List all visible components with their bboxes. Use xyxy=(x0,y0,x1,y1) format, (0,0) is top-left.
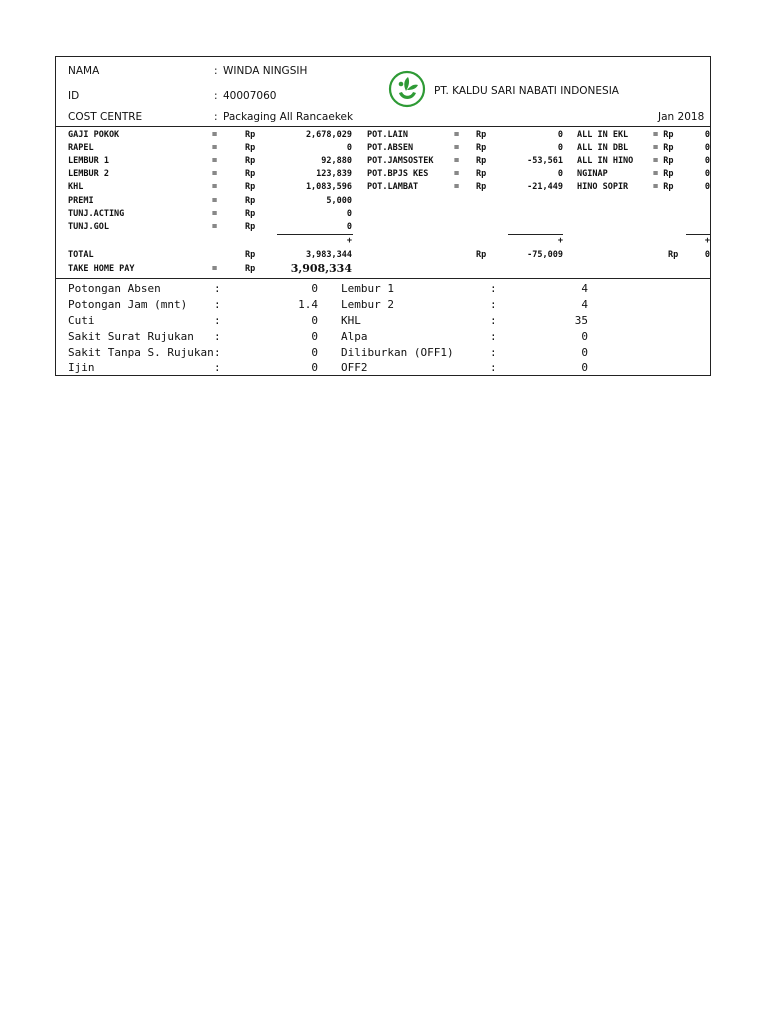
earning-eq: = xyxy=(212,222,218,232)
deduction-eq: = xyxy=(454,130,460,140)
earning-currency: Rp xyxy=(245,156,256,166)
attendance-value: 0 xyxy=(581,361,588,374)
attendance-label: Sakit Surat Rujukan xyxy=(68,330,194,343)
earning-eq: = xyxy=(212,196,218,206)
take-home-pay-label: TAKE HOME PAY xyxy=(68,264,135,274)
deduction-label: POT.LAMBAT xyxy=(367,182,419,192)
deduction-eq: = xyxy=(454,156,460,166)
allowances-sum-line xyxy=(686,234,710,235)
allowance-value: 0 xyxy=(704,156,710,166)
deduction-value: 0 xyxy=(557,143,563,153)
earning-currency: Rp xyxy=(245,196,256,206)
deduction-currency: Rp xyxy=(476,169,487,179)
deduction-currency: Rp xyxy=(476,130,487,140)
payslip xyxy=(55,56,711,376)
attendance-label: Potongan Jam (mnt) xyxy=(68,298,188,311)
allowance-label: ALL IN HINO xyxy=(577,156,634,166)
attendance-colon: : xyxy=(490,298,497,311)
earning-label: KHL xyxy=(68,182,84,192)
deduction-value: 0 xyxy=(557,130,563,140)
allowance-value: 0 xyxy=(704,169,710,179)
deductions-sum-line xyxy=(508,234,563,235)
id-colon: : xyxy=(214,90,218,102)
attendance-colon: : xyxy=(214,298,221,311)
cost-centre-value: Packaging All Rancaekek xyxy=(223,111,354,123)
deduction-value: -53,561 xyxy=(527,156,563,166)
allowance-eq: = Rp xyxy=(653,182,674,192)
earning-label: GAJI POKOK xyxy=(68,130,120,140)
attendance-label: Potongan Absen xyxy=(68,282,161,295)
deduction-eq: = xyxy=(454,169,460,179)
company-logo-icon xyxy=(387,69,427,109)
earning-value: 0 xyxy=(346,209,352,219)
deduction-label: POT.ABSEN xyxy=(367,143,414,153)
earning-value: 92,880 xyxy=(321,156,352,166)
earning-eq: = xyxy=(212,182,218,192)
earning-value: 5,000 xyxy=(326,196,352,206)
nama-colon: : xyxy=(214,65,218,77)
attendance-label: OFF2 xyxy=(341,361,368,374)
attendance-colon: : xyxy=(490,314,497,327)
allowances-sum-plus: + xyxy=(704,236,710,246)
attendance-value: 0 xyxy=(311,346,318,359)
earning-eq: = xyxy=(212,169,218,179)
nama-label: NAMA xyxy=(68,65,100,77)
total-allowances-value: 0 xyxy=(704,250,710,260)
allowance-value: 0 xyxy=(704,143,710,153)
attendance-value: 35 xyxy=(574,314,588,327)
earning-eq: = xyxy=(212,156,218,166)
attendance-label: KHL xyxy=(341,314,361,327)
earning-label: TUNJ.ACTING xyxy=(68,209,125,219)
attendance-colon: : xyxy=(214,314,221,327)
period: Jan 2018 xyxy=(658,111,705,123)
attendance-colon: : xyxy=(214,330,221,343)
attendance-colon: : xyxy=(490,346,497,359)
attendance-value: 0 xyxy=(311,361,318,374)
allowance-eq: = Rp xyxy=(653,169,674,179)
attendance-label: Diliburkan (OFF1) xyxy=(341,346,454,359)
take-home-pay-value: 3,908,334 xyxy=(290,262,352,275)
attendance-value: 0 xyxy=(581,330,588,343)
allowance-eq: = Rp xyxy=(653,130,674,140)
attendance-value: 0 xyxy=(581,346,588,359)
earnings-sum-line xyxy=(277,234,353,235)
earning-eq: = xyxy=(212,143,218,153)
allowance-label: HINO SOPIR xyxy=(577,182,629,192)
id-value: 40007060 xyxy=(223,90,277,102)
earning-label: RAPEL xyxy=(68,143,94,153)
company-name: PT. KALDU SARI NABATI INDONESIA xyxy=(434,85,619,97)
attendance-colon: : xyxy=(490,361,497,374)
deduction-label: POT.BPJS KES xyxy=(367,169,429,179)
attendance-value: 4 xyxy=(581,298,588,311)
attendance-value: 4 xyxy=(581,282,588,295)
earning-currency: Rp xyxy=(245,209,256,219)
earning-value: 0 xyxy=(346,222,352,232)
attendance-label: Cuti xyxy=(68,314,95,327)
total-label: TOTAL xyxy=(68,250,94,260)
attendance-value: 0 xyxy=(311,314,318,327)
attendance-colon: : xyxy=(214,282,221,295)
deduction-currency: Rp xyxy=(476,182,487,192)
deduction-currency: Rp xyxy=(476,156,487,166)
total-earnings-currency: Rp xyxy=(245,250,256,260)
attendance-label: Lembur 1 xyxy=(341,282,394,295)
deduction-label: POT.LAIN xyxy=(367,130,408,140)
attendance-colon: : xyxy=(214,346,221,359)
cost-centre-colon: : xyxy=(214,111,218,123)
earning-value: 2,678,029 xyxy=(305,130,352,140)
attendance-label: Sakit Tanpa S. Rujukan xyxy=(68,346,214,359)
attendance-label: Alpa xyxy=(341,330,368,343)
earning-label: LEMBUR 2 xyxy=(68,169,109,179)
deduction-eq: = xyxy=(454,182,460,192)
earning-label: PREMI xyxy=(68,196,94,206)
earning-currency: Rp xyxy=(245,222,256,232)
attendance-value: 1.4 xyxy=(298,298,318,311)
total-deductions-currency: Rp xyxy=(476,250,487,260)
earning-currency: Rp xyxy=(245,143,256,153)
attendance-colon: : xyxy=(214,361,221,374)
allowance-eq: = Rp xyxy=(653,143,674,153)
attendance-colon: : xyxy=(490,330,497,343)
total-earnings-value: 3,983,344 xyxy=(305,250,352,260)
earning-value: 0 xyxy=(346,143,352,153)
allowance-label: ALL IN DBL xyxy=(577,143,629,153)
earning-value: 123,839 xyxy=(316,169,352,179)
earnings-sum-plus: + xyxy=(346,236,352,246)
allowance-value: 0 xyxy=(704,130,710,140)
deduction-currency: Rp xyxy=(476,143,487,153)
allowance-label: ALL IN EKL xyxy=(577,130,629,140)
earning-currency: Rp xyxy=(245,182,256,192)
attendance-value: 0 xyxy=(311,330,318,343)
take-home-pay-eq: = xyxy=(212,264,218,274)
earning-value: 1,083,596 xyxy=(305,182,352,192)
allowance-label: NGINAP xyxy=(577,169,608,179)
deduction-value: -21,449 xyxy=(527,182,563,192)
attendance-value: 0 xyxy=(311,282,318,295)
allowance-value: 0 xyxy=(704,182,710,192)
earning-eq: = xyxy=(212,209,218,219)
take-home-pay-currency: Rp xyxy=(245,264,256,274)
earning-label: TUNJ.GOL xyxy=(68,222,109,232)
earning-label: LEMBUR 1 xyxy=(68,156,109,166)
attendance-divider xyxy=(56,278,710,279)
deductions-sum-plus: + xyxy=(557,236,563,246)
earning-currency: Rp xyxy=(245,130,256,140)
cost-centre-label: COST CENTRE xyxy=(68,111,143,123)
attendance-label: Lembur 2 xyxy=(341,298,394,311)
total-allowances-currency: Rp xyxy=(668,250,679,260)
id-label: ID xyxy=(68,90,80,102)
total-deductions-value: -75,009 xyxy=(527,250,563,260)
attendance-colon: : xyxy=(490,282,497,295)
nama-value: WINDA NINGSIH xyxy=(223,65,308,77)
attendance-label: Ijin xyxy=(68,361,95,374)
deduction-label: POT.JAMSOSTEK xyxy=(367,156,434,166)
deduction-eq: = xyxy=(454,143,460,153)
allowance-eq: = Rp xyxy=(653,156,674,166)
header-divider xyxy=(56,126,710,127)
earning-currency: Rp xyxy=(245,169,256,179)
deduction-value: 0 xyxy=(557,169,563,179)
earning-eq: = xyxy=(212,130,218,140)
